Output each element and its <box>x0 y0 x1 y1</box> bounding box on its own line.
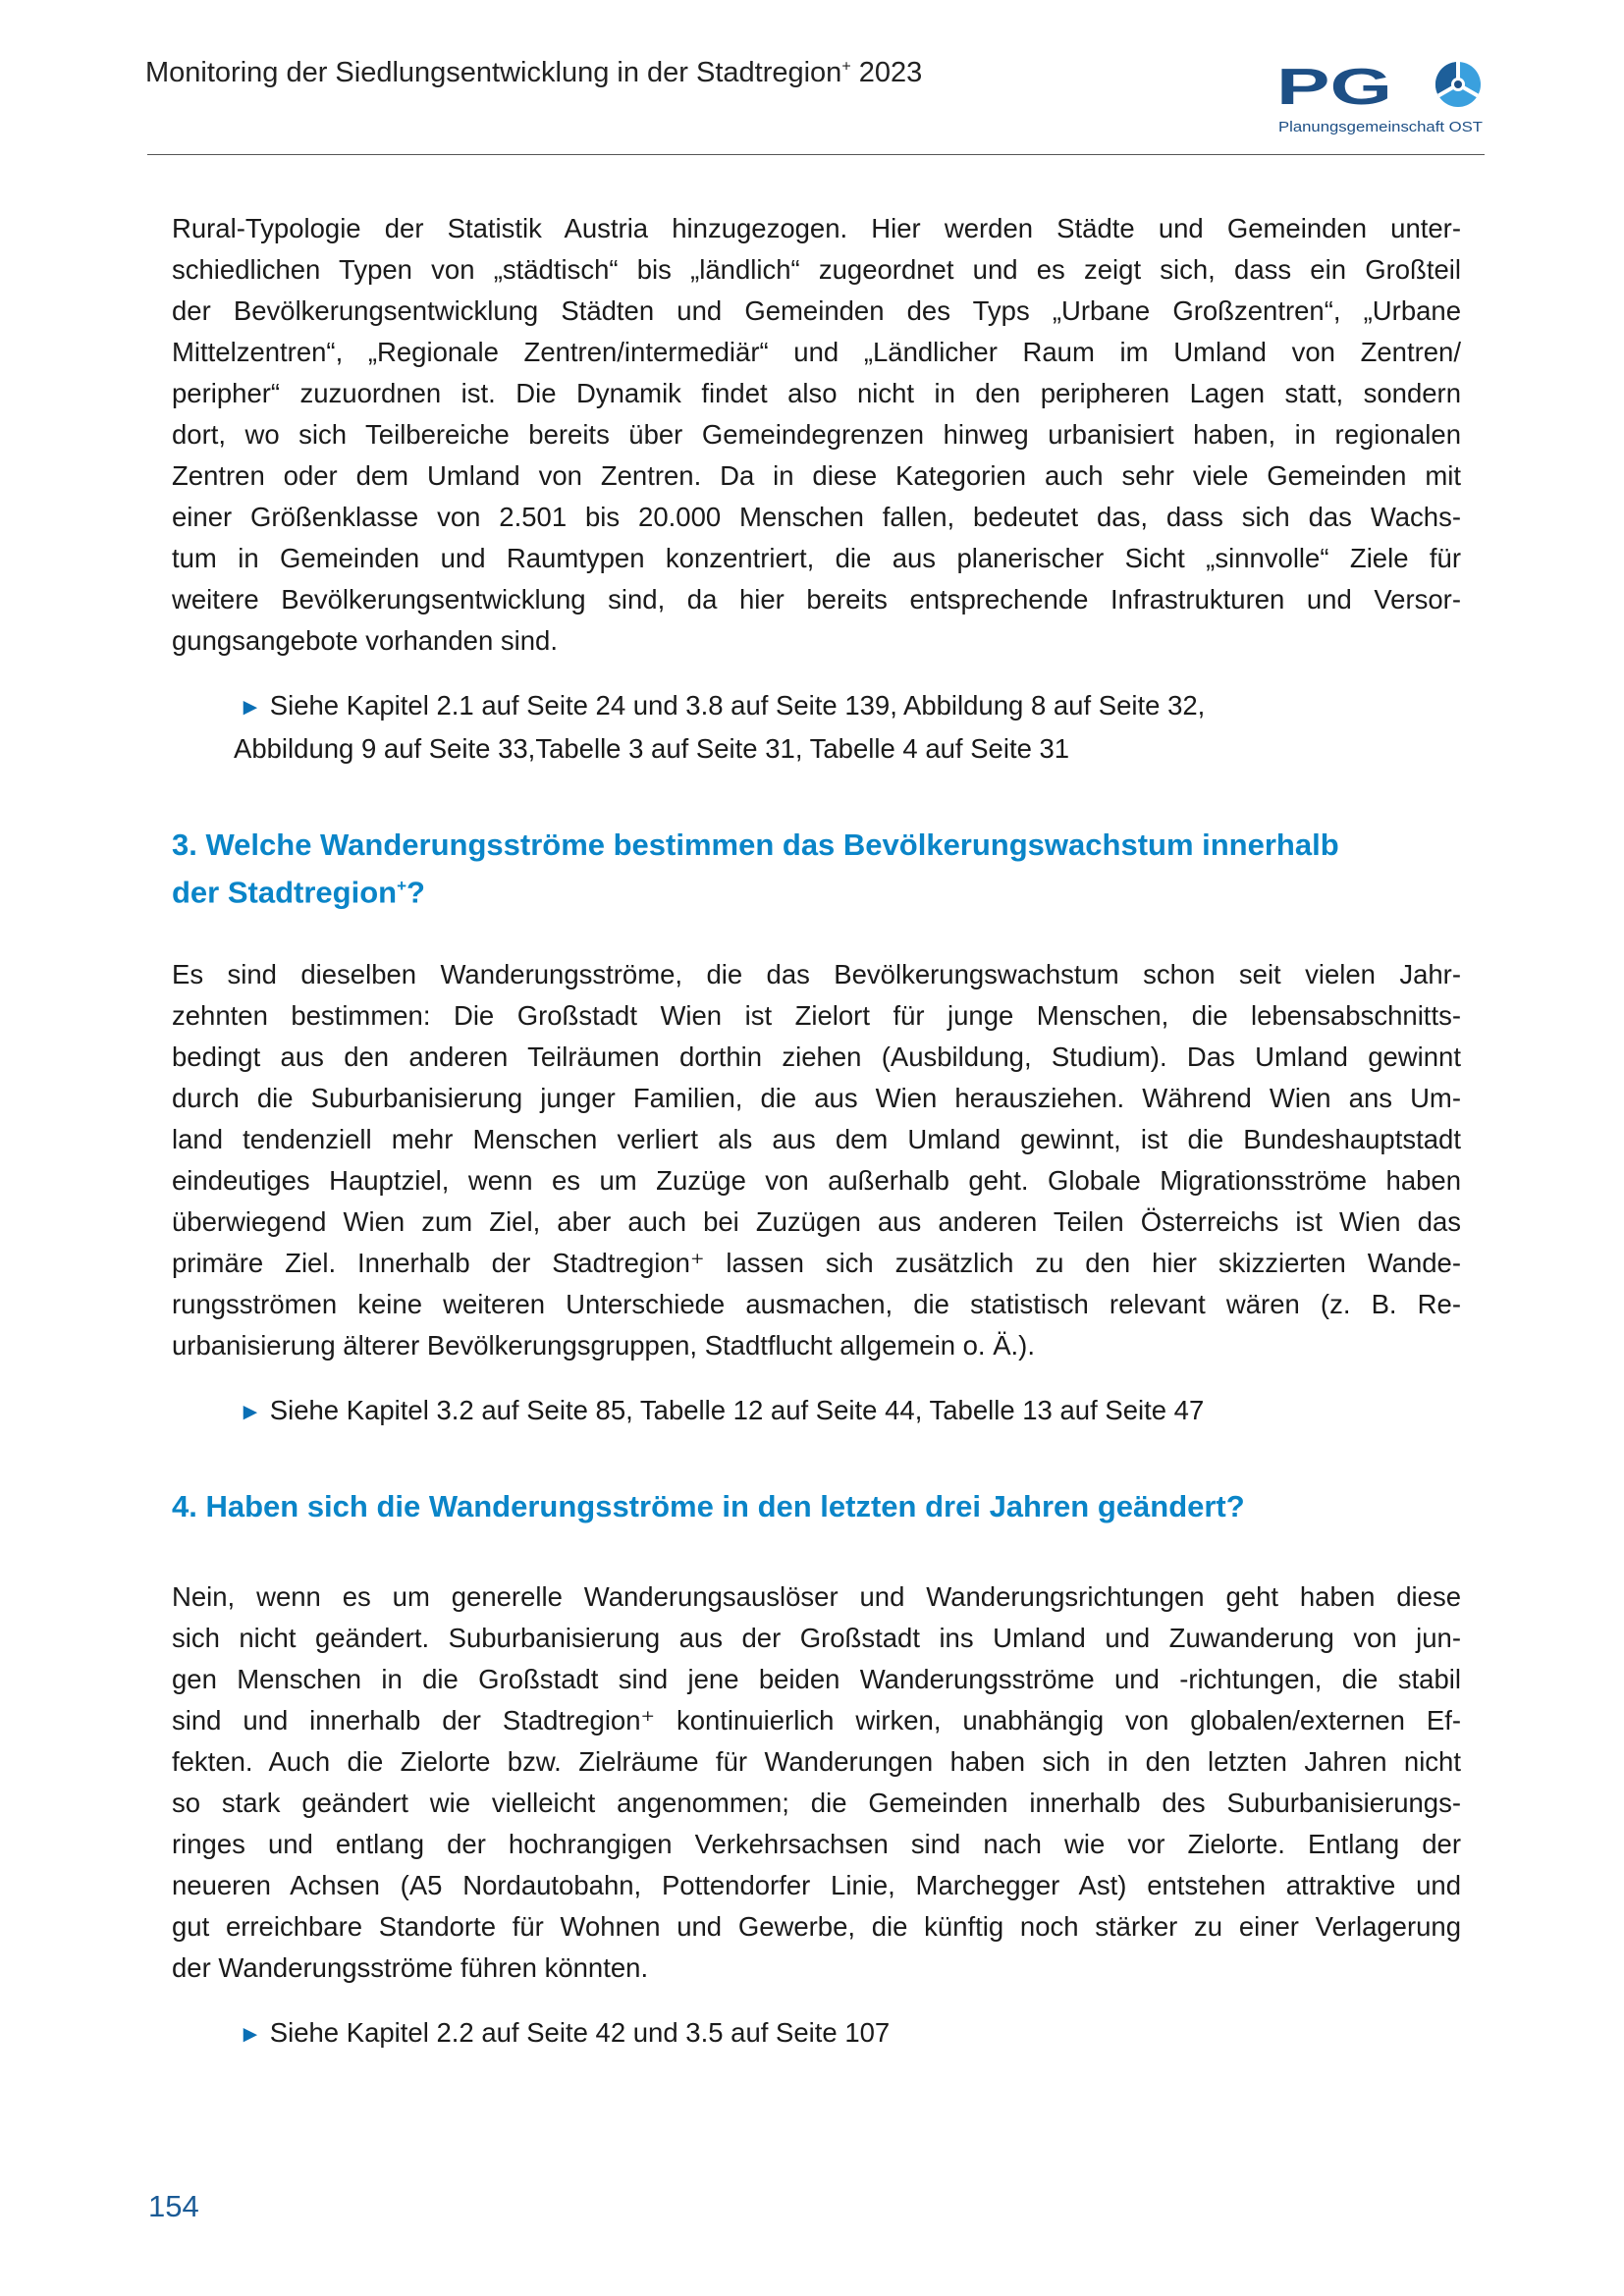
cross-reference-2 <box>234 1390 1461 1433</box>
section-heading-4: 4. Haben sich die Wanderungsströme in den letzten drei Jahren geändert? <box>172 1489 1245 1523</box>
svg-text:Planungsgemeinschaft OST: Planungsgemeinschaft OST <box>1278 119 1483 135</box>
header-title-year: 2023 <box>850 57 923 88</box>
paragraph-line: urbanisierung älterer Bevölkerungsgruppen, Stadtflucht allgemein o. Ä.). <box>172 1330 1035 1361</box>
paragraph-line: dort, wo sich Teilbereiche bereits über Gemeindegrenzen hinweg urbanisiert haben, in regionalen <box>172 419 1461 450</box>
paragraph-line: der Wanderungsströme führen könnten. <box>172 1952 649 1983</box>
paragraph-1 <box>172 208 1461 662</box>
arrow-icon: ► <box>239 2021 262 2048</box>
paragraph-2 <box>172 954 1461 1366</box>
page-number: 154 <box>148 2189 199 2223</box>
paragraph-line: durch die Suburbanisierung junger Familien, die aus Wien herausziehen. Während Wien ans Um- <box>172 1083 1461 1113</box>
paragraph-line: einer Größenklasse von 2.501 bis 20.000 Menschen fallen, bedeutet das, dass sich das Wachs- <box>172 502 1461 532</box>
paragraph-line: eindeutiges Hauptziel, wenn es um Zuzüge von außerhalb geht. Globale Migrationsströme haben <box>172 1165 1461 1196</box>
paragraph-line: land tendenziell mehr Menschen verliert als aus dem Umland gewinnt, ist die Bundeshauptstadt <box>172 1124 1461 1154</box>
paragraph-line: gungsangebote vorhanden sind. <box>172 625 558 656</box>
ref-text[interactable]: Abbildung 9 auf Seite 33,Tabelle 3 auf Seite 31, Tabelle 4 auf Seite 31 <box>234 733 1070 764</box>
paragraph-line: Es sind dieselben Wanderungsströme, die das Bevölkerungswachstum schon seit vielen Jahr- <box>172 959 1461 989</box>
cross-reference-1 <box>234 685 1461 770</box>
heading-line: 3. Welche Wanderungsströme bestimmen das Bevölkerungswachstum innerhalb <box>172 828 1339 862</box>
paragraph-line: sind und innerhalb der Stadtregion⁺ kontinuierlich wirken, unabhängig von globalen/externen Ef- <box>172 1705 1461 1735</box>
ref-text[interactable]: Siehe Kapitel 3.2 auf Seite 85, Tabelle 12 auf Seite 44, Tabelle 13 auf Seite 47 <box>269 1395 1205 1425</box>
header-title-text: Monitoring der Siedlungsentwicklung in der Stadtregion <box>145 57 842 88</box>
heading-line: der Stadtregion <box>172 875 398 910</box>
paragraph-line: so stark geändert wie vielleicht angenommen; die Gemeinden innerhalb des Suburbanisierungs- <box>172 1788 1461 1818</box>
paragraph-line: Rural-Typologie der Statistik Austria hinzugezogen. Hier werden Städte und Gemeinden unter- <box>172 213 1461 243</box>
arrow-icon: ► <box>239 694 262 721</box>
header-divider <box>147 154 1485 155</box>
ref-text[interactable]: Siehe Kapitel 2.2 auf Seite 42 und 3.5 auf Seite 107 <box>269 2017 891 2048</box>
cross-reference-3 <box>234 2012 1461 2056</box>
paragraph-line: ringes und entlang der hochrangigen Verkehrsachsen sind nach wie vor Zielorte. Entlang der <box>172 1829 1461 1859</box>
paragraph-line: gen Menschen in die Großstadt sind jene beiden Wanderungsströme und -richtungen, die stabil <box>172 1664 1461 1694</box>
section-heading-3 <box>172 825 1461 913</box>
heading-end: ? <box>406 875 425 910</box>
paragraph-line: Zentren oder dem Umland von Zentren. Da in diese Kategorien auch sehr viele Gemeinden mit <box>172 460 1461 491</box>
ref-text[interactable]: Siehe Kapitel 2.1 auf Seite 24 und 3.8 auf Seite 139, Abbildung 8 auf Seite 32, <box>269 690 1206 721</box>
paragraph-line: neueren Achsen (A5 Nordautobahn, Pottendorfer Linie, Marchegger Ast) entstehen attraktive und <box>172 1870 1461 1900</box>
paragraph-line: fekten. Auch die Zielorte bzw. Zielräume für Wanderungen haben sich in den letzten Jahren nicht <box>172 1746 1461 1777</box>
heading-sup: + <box>397 877 407 895</box>
svg-text:PG: PG <box>1276 61 1392 116</box>
paragraph-line: Nein, wenn es um generelle Wanderungsauslöser und Wanderungsrichtungen geht haben diese <box>172 1581 1461 1612</box>
header-title-sup: + <box>841 58 851 76</box>
paragraph-line: weitere Bevölkerungsentwicklung sind, da hier bereits entsprechende Infrastrukturen und Versor- <box>172 584 1461 614</box>
paragraph-line: überwiegend Wien zum Ziel, aber auch bei Zuzügen aus anderen Teilen Österreichs ist Wien das <box>172 1206 1461 1237</box>
paragraph-line: tum in Gemeinden und Raumtypen konzentriert, die aus planerischer Sicht „sinnvolle“ Ziele für <box>172 543 1461 573</box>
paragraph-line: peripher“ zuzuordnen ist. Die Dynamik findet also nicht in den peripheren Lagen statt, sondern <box>172 378 1461 408</box>
document-header-title <box>145 57 922 89</box>
paragraph-line: Mittelzentren“, „Regionale Zentren/intermediär“ und „Ländlicher Raum im Umland von Zentren/ <box>172 337 1461 367</box>
pgo-logo <box>1276 61 1488 139</box>
paragraph-line: sich nicht geändert. Suburbanisierung aus der Großstadt ins Umland und Zuwanderung von jun- <box>172 1623 1461 1653</box>
paragraph-line: der Bevölkerungsentwicklung Städten und Gemeinden des Typs „Urbane Großzentren“, „Urbane <box>172 295 1461 326</box>
paragraph-line: primäre Ziel. Innerhalb der Stadtregion⁺ lassen sich zusätzlich zu den hier skizzierten Wande- <box>172 1248 1461 1278</box>
paragraph-line: bedingt aus den anderen Teilräumen dorthin ziehen (Ausbildung, Studium). Das Umland gewinnt <box>172 1041 1461 1072</box>
paragraph-line: schiedlichen Typen von „städtisch“ bis „ländlich“ zugeordnet und es zeigt sich, dass ein Großteil <box>172 254 1461 285</box>
paragraph-line: rungsströmen keine weiteren Unterschiede ausmachen, die statistisch relevant wären (z. B. Re- <box>172 1289 1461 1319</box>
paragraph-3 <box>172 1576 1461 1989</box>
arrow-icon: ► <box>239 1399 262 1425</box>
paragraph-line: zehnten bestimmen: Die Großstadt Wien ist Zielort für junge Menschen, die lebensabschnitts- <box>172 1000 1461 1031</box>
paragraph-line: gut erreichbare Standorte für Wohnen und Gewerbe, die künftig noch stärker zu einer Verlagerung <box>172 1911 1461 1942</box>
